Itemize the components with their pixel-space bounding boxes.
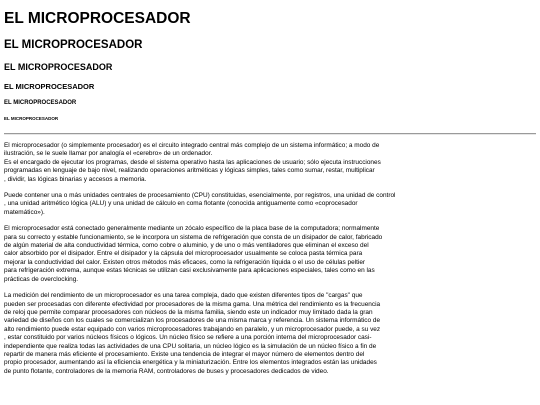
- heading-6: EL MICROPROCESADOR: [4, 116, 59, 121]
- paragraph-line: , una unidad aritmético lógica (ALU) y una unidad de cálculo en coma flotante (conocida antiguamente como «coprocesador: [4, 200, 358, 208]
- paragraph-line: para refrigeración extrema, aunque estas técnicas se utilizan casi exclusivamente para aplicaciones especiales, tales como en las: [4, 267, 375, 275]
- paragraph-line: alto rendimiento puede estar equipado con varios microprocesadores trabajando en paralelo, y un microprocesador puede, a su vez: [4, 325, 381, 333]
- paragraph-line: de reloj que permite comparar procesadores con núcleos de la misma familia, siendo este un indicador muy limitado dada la gran: [4, 308, 373, 316]
- paragraph-line: prácticas de overclocking.: [4, 275, 79, 283]
- paragraph-line: matemático»).: [4, 208, 45, 216]
- paragraph-line: Es el encargado de ejecutar los programas, desde el sistema operativo hasta las aplicaciones de usuario; sólo ejecuta instrucciones: [4, 158, 381, 166]
- heading-2: EL MICROPROCESADOR: [4, 39, 143, 51]
- heading-3: EL MICROPROCESADOR: [4, 62, 113, 72]
- paragraph-line: pueden ser procesadas con diferente efectividad por procesadores de la misma gama. Una métrica del rendimiento es la frecuencia: [4, 300, 381, 308]
- paragraph-line: variedad de diseños con los cuales se comercializan los procesadores de una misma marca y referencia. Un sistema informático de: [4, 317, 381, 325]
- paragraph: [4, 192, 536, 217]
- paragraph-line: independiente que realiza todas las actividades de una CPU solitaria, un núcleo lógico es la simulación de un núcleo físico a fin de: [4, 342, 377, 350]
- paragraph-line: programadas en lenguaje de bajo nivel, realizando operaciones aritméticas y lógicas simples, tales como sumar, restar, multiplicar: [4, 167, 375, 175]
- paragraph-line: , dividir, las lógicas binarias y accesos a memoria.: [4, 175, 147, 183]
- paragraph-line: Puede contener una o más unidades centrales de procesamiento (CPU) constituidas, esencialmente, por registros, una unidad de control: [4, 192, 396, 200]
- paragraph-line: mejorar la conductividad del calor. Existen otros métodos más eficaces, como la refrigeración líquida o el uso de células peltier: [4, 258, 366, 266]
- horizontal-rule: [4, 133, 536, 135]
- paragraph-line: , estar constituido por varios núcleos físicos o lógicos. Un núcleo físico se refiere a una porción interna del microprocesador casi-: [4, 334, 372, 342]
- paragraph-line: de algún material de alta conductividad térmica, como cobre o aluminio, y de uno o más ventiladores que eliminan el exceso del: [4, 242, 369, 250]
- paragraph-line: ilustración, se le suele llamar por analogía el «cerebro» de un ordenador.: [4, 150, 213, 158]
- paragraph: [4, 225, 536, 284]
- paragraphs-container: [4, 142, 536, 376]
- paragraph-line: de punto flotante, controladores de la memoria RAM, controladores de buses y procesadores dedicados de video.: [4, 367, 329, 375]
- heading-5: EL MICROPROCESADOR: [4, 100, 77, 106]
- heading-4: EL MICROPROCESADOR: [4, 82, 95, 91]
- paragraph-line: El microprocesador está conectado generalmente mediante un zócalo específico de la placa base de la computadora; normalmente: [4, 225, 380, 233]
- paragraph-line: propio procesador, aumentando así la eficiencia energética y la miniaturización. Entre los elementos integrados están las unidades: [4, 359, 377, 367]
- heading-1: EL MICROPROCESADOR: [4, 10, 191, 27]
- paragraph-line: repartir de manera más eficiente el procesamiento. Existe una tendencia de integrar el mayor número de elementos dentro del: [4, 350, 365, 358]
- paragraph-line: La medición del rendimiento de un microprocesador es una tarea compleja, dado que existen diferentes tipos de "cargas" que: [4, 292, 363, 300]
- paragraph: [4, 292, 536, 376]
- paragraph: [4, 142, 536, 184]
- paragraph-line: calor absorbido por el disipador. Entre el disipador y la cápsula del microprocesador usualmente se coloca pasta térmica para: [4, 250, 363, 258]
- paragraph-line: para su correcto y estable funcionamiento, se le incorpora un sistema de refrigeración que consta de un disipador de calor, fabricado: [4, 233, 383, 241]
- paragraph-line: El microprocesador (o simplemente procesador) es el circuito integrado central más complejo de un sistema informático; a modo de: [4, 142, 380, 149]
